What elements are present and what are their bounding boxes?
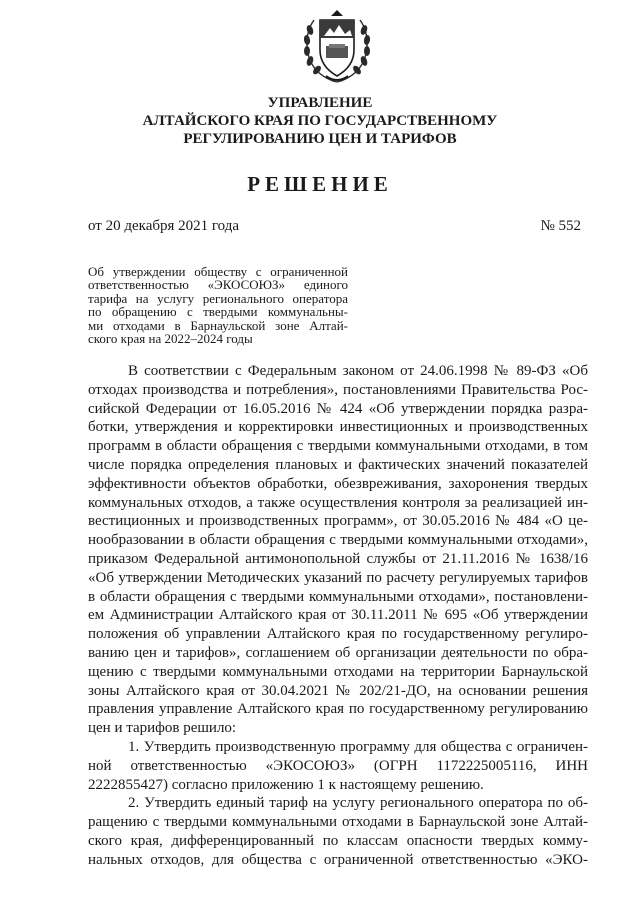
- subject-line: ответственностью «ЭКОСОЮЗ» единого: [88, 277, 348, 293]
- body-line: ботки, утверждения и корректировки инвестиционных и производственных: [88, 419, 588, 436]
- body-line: в области обращения с твердыми коммунальными отходами», постановлени-: [88, 588, 588, 605]
- body-line: «Об утверждении Методических указаний по расчету регулируемых тарифов: [88, 569, 588, 586]
- body-line: программ в области обращения с твердыми коммунальными отходами, в том: [88, 438, 588, 455]
- clause-1-line: 2222855427) согласно приложению 1 к настоящему решению.: [88, 776, 484, 793]
- organization-header: [60, 94, 580, 148]
- org-line-1: УПРАВЛЕНИЕ: [267, 95, 373, 111]
- body-line: ем Администрации Алтайского края от 30.11.2011 № 695 «Об утверждении: [88, 607, 588, 624]
- clause-2-line: ского края, дифференцированный по классам опасности твердых комму-: [88, 832, 588, 849]
- clause-2-line: 2. Утвердить единый тариф на услугу регионального оператора по об-: [128, 795, 588, 812]
- body-line: ванию цен и тарифов», соглашением об организации деятельности по обра-: [88, 644, 588, 661]
- body-line: вестиционных и производственных программ», от 30.05.2016 № 484 «О це-: [88, 513, 588, 530]
- body-line: коммунальных отходов, а также осуществления контроля за реализацией ин-: [88, 494, 588, 511]
- body-line: положения об управлении Алтайского края по государственному регулиро-: [88, 626, 588, 643]
- document-date: от 20 декабря 2021 года: [88, 218, 240, 234]
- coat-of-arms-emblem: [296, 6, 378, 88]
- subject-line: ского края на 2022–2024 годы: [88, 331, 253, 347]
- clause-1-line: 1. Утвердить производственную программу для общества с ограничен-: [128, 738, 588, 755]
- body-line: В соответствии с Федеральным законом от 24.06.1998 № 89-ФЗ «Об: [128, 363, 588, 379]
- clause-2-line: нальных отходов, для общества с ограниченной ответственностью «ЭКО-: [88, 851, 588, 868]
- org-line-3: РЕГУЛИРОВАНИЮ ЦЕН И ТАРИФОВ: [183, 131, 457, 147]
- body-line: эффективности объектов обработки, обезвреживания, захоронения твердых: [88, 475, 588, 492]
- org-line-2: АЛТАЙСКОГО КРАЯ ПО ГОСУДАРСТВЕННОМУ: [142, 113, 498, 129]
- subject-block: [88, 265, 348, 345]
- document-number: № 552: [540, 218, 581, 234]
- body-line: правления управление Алтайского края по государственному регулированию: [88, 701, 588, 718]
- clause-2-line: ращению с твердыми коммунальными отходами в Барнаульской зоне Алтай-: [88, 814, 588, 831]
- body-line: нообразовании в области обращения с твердыми коммунальными отходами»,: [88, 532, 588, 549]
- subject-line: ми отходами в Барнаульской зоне Алтай-: [88, 317, 348, 333]
- body-line: отходах производства и потребления», постановлениями Правительства Рос-: [88, 381, 588, 398]
- body-line: щению с твердыми коммунальными отходами на территории Барнаульской: [88, 663, 588, 680]
- body-line: числе порядка определения плановых и фактических значений показателей: [88, 456, 588, 473]
- body-line: сийской Федерации от 16.05.2016 № 424 «Об утверждении порядка разра-: [88, 400, 588, 417]
- body-line: приказом Федеральной антимонопольной службы от 21.11.2016 № 1638/16: [88, 550, 588, 567]
- subject-line: тарифа на услугу регионального оператора: [88, 290, 348, 306]
- document-body: [88, 362, 588, 870]
- subject-line: по обращению с твердыми коммунальны-: [88, 304, 348, 320]
- clause-1-line: ной ответственностью «ЭКОСОЮЗ» (ОГРН 1172225005116, ИНН: [88, 757, 588, 774]
- subject-line: Об утверждении обществу с ограниченной: [88, 264, 348, 279]
- document-type-title: РЕШЕНИЕ: [247, 172, 393, 196]
- body-line: цен и тарифов решило:: [88, 720, 237, 737]
- body-line: зоны Алтайского края от 30.04.2021 № 202/21-ДО, на основании решения: [88, 682, 588, 699]
